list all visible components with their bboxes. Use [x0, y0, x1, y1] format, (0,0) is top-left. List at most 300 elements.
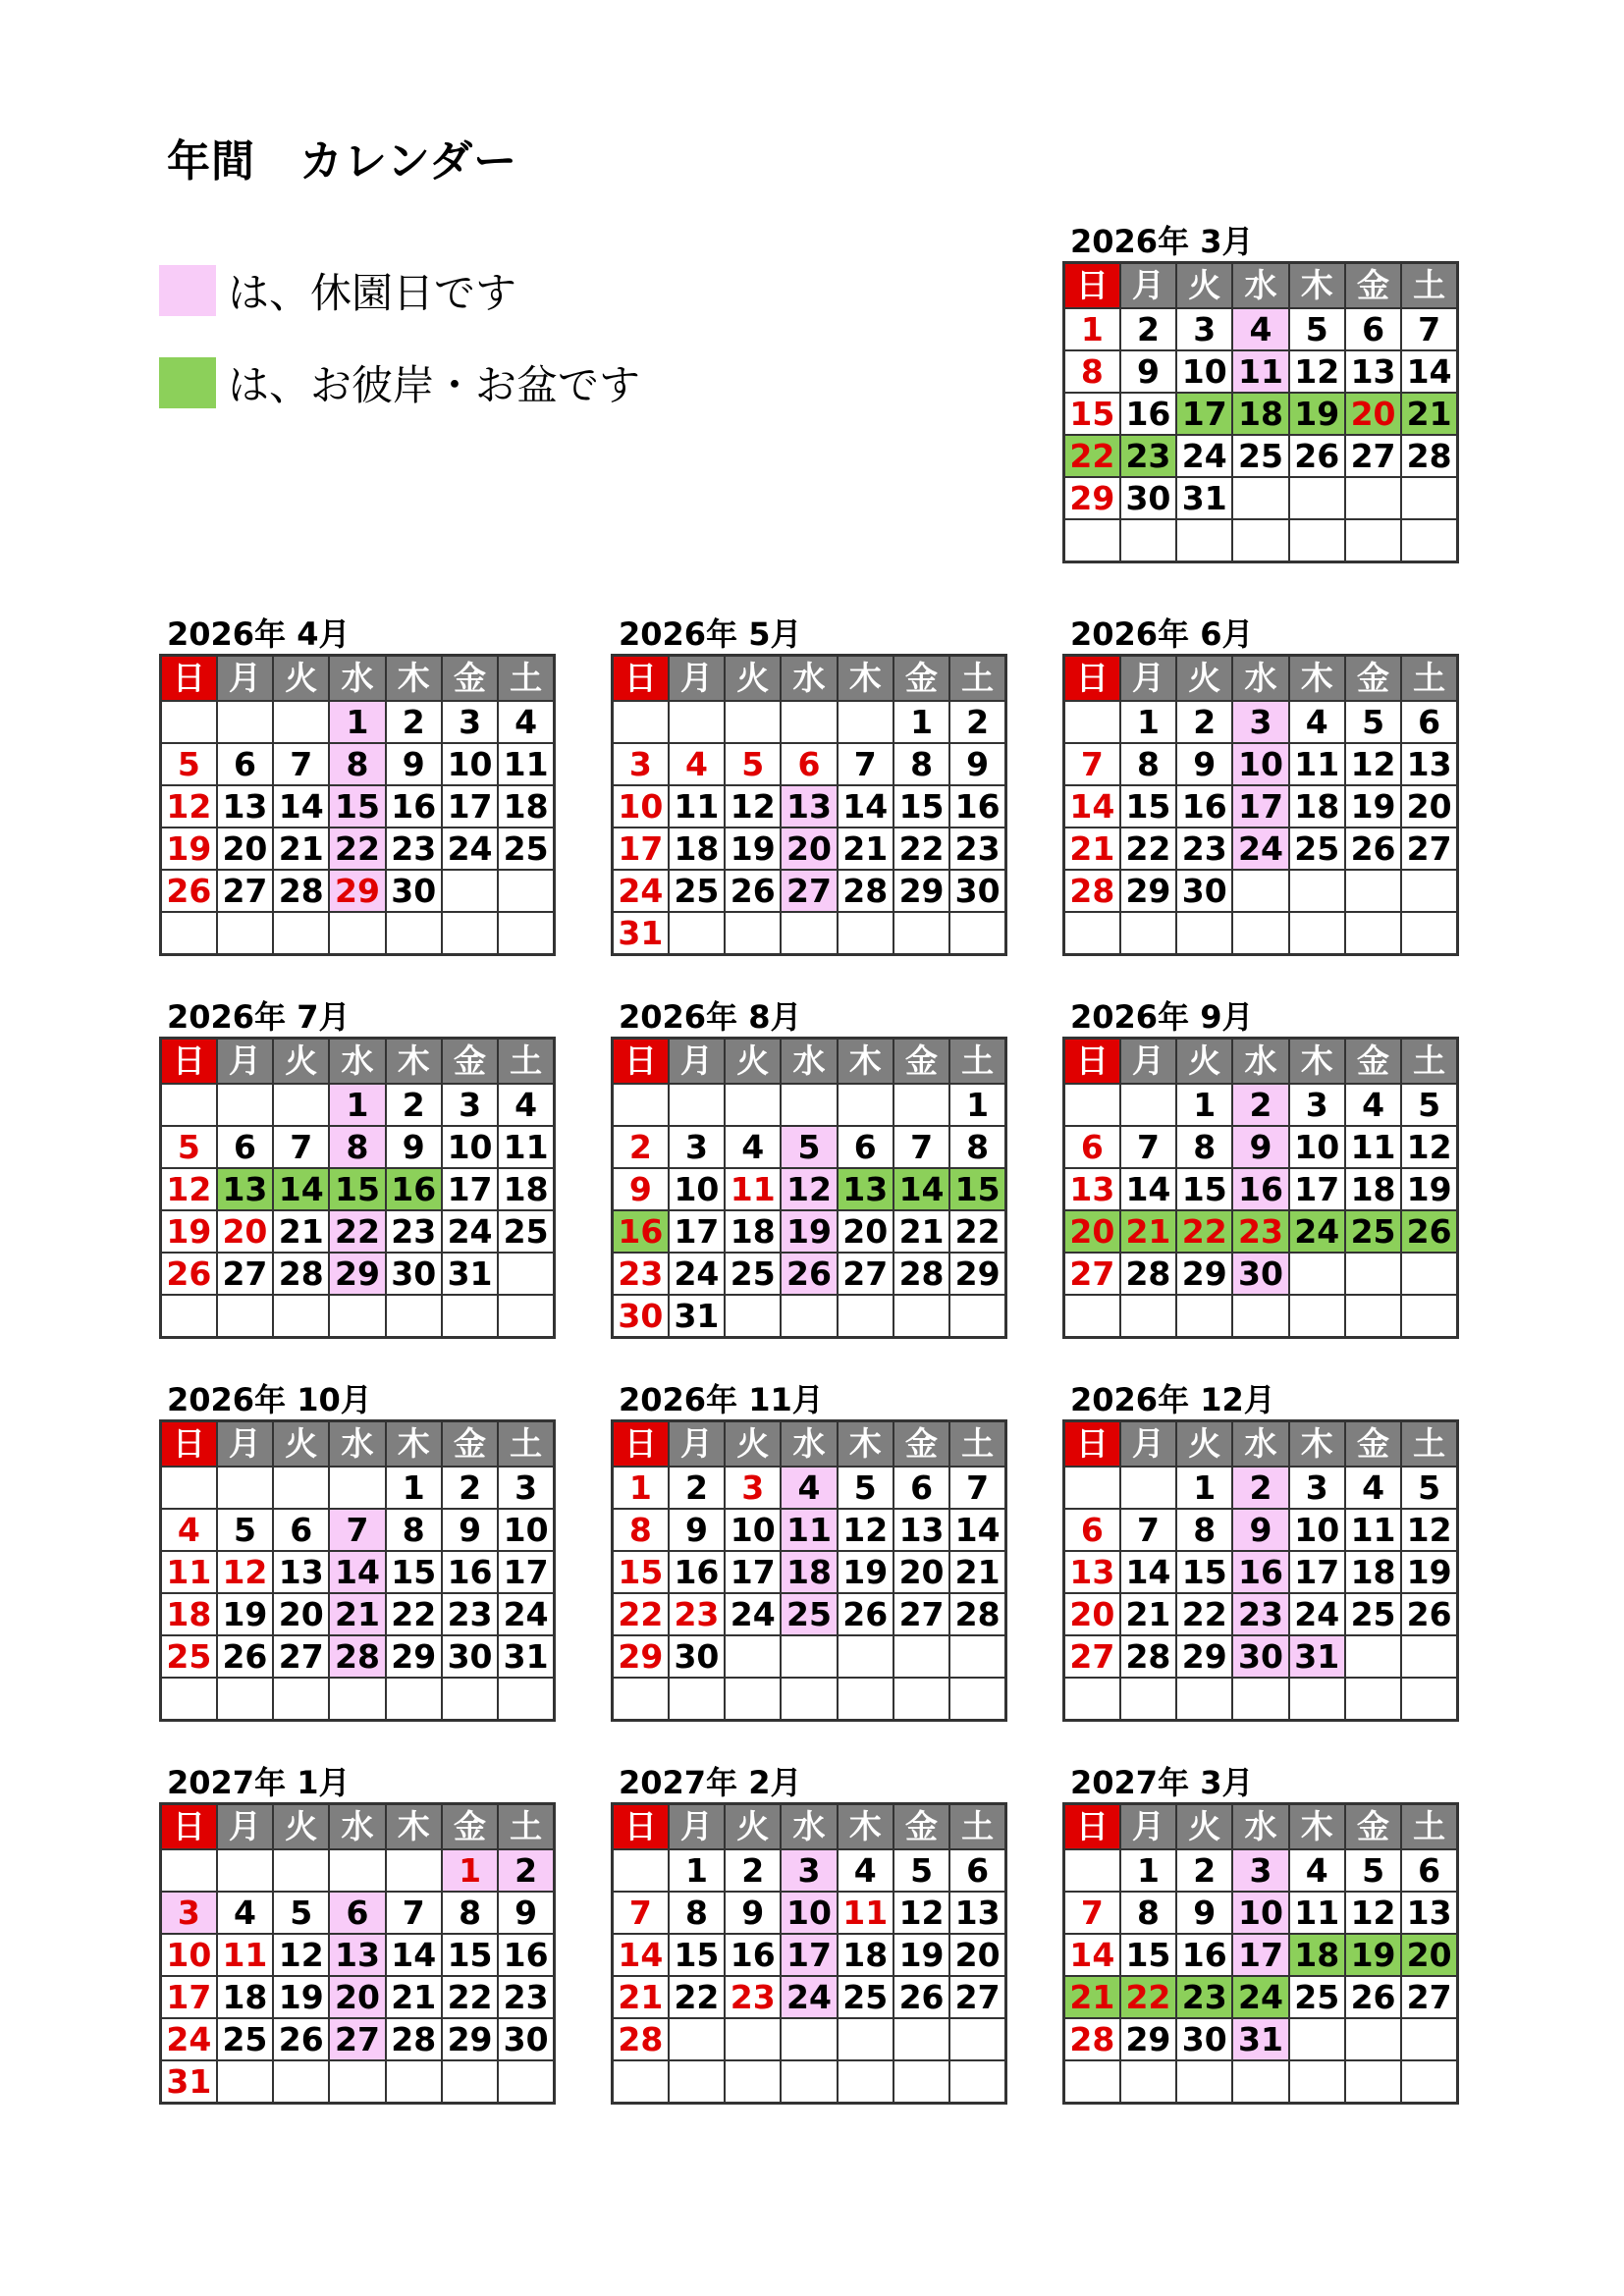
day-cell: 8 — [1176, 1509, 1232, 1551]
empty-cell — [442, 1295, 498, 1338]
day-cell: 14 — [613, 1934, 669, 1976]
day-cell: 17 — [725, 1551, 781, 1593]
day-cell: 9 — [1176, 1892, 1232, 1934]
week-row — [613, 1635, 1006, 1678]
week-row — [1064, 1892, 1458, 1934]
day-cell: 31 — [1289, 1635, 1345, 1678]
empty-cell — [161, 912, 217, 955]
empty-cell — [273, 1295, 329, 1338]
day-cell: 8 — [386, 1509, 442, 1551]
day-cell: 25 — [669, 870, 725, 912]
day-cell: 29 — [329, 1253, 385, 1295]
day-cell: 13 — [217, 785, 273, 828]
day-cell: 21 — [1120, 1210, 1176, 1253]
empty-cell — [1401, 2060, 1457, 2104]
week-row — [1064, 1551, 1458, 1593]
month-table — [159, 1802, 556, 2105]
empty-cell — [273, 912, 329, 955]
weekday-header: 日 — [613, 1039, 669, 1085]
day-cell: 22 — [1176, 1593, 1232, 1635]
weekday-header: 木 — [838, 1421, 893, 1468]
day-cell: 23 — [613, 1253, 669, 1295]
week-row — [613, 743, 1006, 785]
day-cell: 29 — [442, 2018, 498, 2060]
day-cell: 3 — [1289, 1467, 1345, 1509]
weekday-header: 金 — [442, 1039, 498, 1085]
weekday-header: 木 — [1289, 656, 1345, 702]
day-cell: 6 — [893, 1467, 949, 1509]
month-table — [1062, 1037, 1459, 1339]
day-cell: 31 — [498, 1635, 554, 1678]
weekday-header: 土 — [1401, 263, 1457, 309]
weekday-header-row — [161, 1039, 555, 1085]
day-cell: 10 — [725, 1509, 781, 1551]
month-title: 2026年 7月 — [167, 998, 351, 1036]
month-calendar — [611, 997, 1007, 1339]
day-cell: 23 — [498, 1976, 554, 2018]
empty-cell — [781, 1635, 837, 1678]
empty-cell — [329, 1849, 385, 1892]
day-cell: 18 — [1345, 1168, 1401, 1210]
weekday-header: 火 — [273, 656, 329, 702]
day-cell: 5 — [217, 1509, 273, 1551]
week-row — [613, 1892, 1006, 1934]
week-row — [613, 785, 1006, 828]
day-cell: 30 — [386, 870, 442, 912]
day-cell: 27 — [949, 1976, 1005, 2018]
day-cell: 31 — [613, 912, 669, 955]
day-cell: 30 — [1232, 1635, 1288, 1678]
day-cell: 25 — [1345, 1210, 1401, 1253]
week-row — [1064, 701, 1458, 743]
week-row — [161, 1168, 555, 1210]
day-cell: 23 — [386, 1210, 442, 1253]
empty-cell — [1401, 477, 1457, 519]
day-cell: 15 — [613, 1551, 669, 1593]
day-cell: 13 — [949, 1892, 1005, 1934]
week-row — [161, 1467, 555, 1509]
weekday-header-row — [1064, 1039, 1458, 1085]
day-cell: 16 — [949, 785, 1005, 828]
day-cell: 1 — [442, 1849, 498, 1892]
day-cell: 1 — [613, 1467, 669, 1509]
weekday-header: 火 — [725, 1421, 781, 1468]
day-cell: 4 — [1232, 308, 1288, 350]
day-cell: 12 — [217, 1551, 273, 1593]
weekday-header: 月 — [1120, 263, 1176, 309]
day-cell: 4 — [838, 1849, 893, 1892]
month-title: 2026年 9月 — [1070, 998, 1254, 1036]
day-cell: 29 — [386, 1635, 442, 1678]
empty-cell — [1289, 870, 1345, 912]
day-cell: 12 — [273, 1934, 329, 1976]
empty-cell — [1064, 1295, 1120, 1338]
week-row — [1064, 1084, 1458, 1126]
empty-cell — [1345, 1635, 1401, 1678]
day-cell: 1 — [329, 701, 385, 743]
day-cell: 9 — [1232, 1126, 1288, 1168]
day-cell: 7 — [1120, 1509, 1176, 1551]
day-cell: 18 — [838, 1934, 893, 1976]
day-cell: 22 — [1176, 1210, 1232, 1253]
day-cell: 3 — [613, 743, 669, 785]
day-cell: 16 — [498, 1934, 554, 1976]
day-cell: 20 — [329, 1976, 385, 2018]
day-cell: 15 — [1176, 1168, 1232, 1210]
day-cell: 13 — [893, 1509, 949, 1551]
day-cell: 19 — [1401, 1551, 1457, 1593]
day-cell: 6 — [217, 1126, 273, 1168]
empty-cell — [613, 2060, 669, 2104]
day-cell: 17 — [1232, 1934, 1288, 1976]
empty-cell — [949, 1635, 1005, 1678]
day-cell: 4 — [498, 701, 554, 743]
day-cell: 3 — [1289, 1084, 1345, 1126]
day-cell: 7 — [386, 1892, 442, 1934]
weekday-header: 水 — [1232, 656, 1288, 702]
empty-cell — [893, 2060, 949, 2104]
day-cell: 12 — [893, 1892, 949, 1934]
day-cell: 28 — [1120, 1253, 1176, 1295]
day-cell: 5 — [838, 1467, 893, 1509]
empty-cell — [329, 2060, 385, 2104]
week-row — [161, 828, 555, 870]
day-cell: 7 — [1120, 1126, 1176, 1168]
weekday-header: 金 — [1345, 656, 1401, 702]
week-row — [613, 1295, 1006, 1338]
day-cell: 9 — [613, 1168, 669, 1210]
weekday-header-row — [161, 656, 555, 702]
day-cell: 17 — [1289, 1551, 1345, 1593]
weekday-header: 木 — [1289, 263, 1345, 309]
day-cell: 3 — [161, 1892, 217, 1934]
empty-cell — [781, 2060, 837, 2104]
day-cell: 8 — [329, 743, 385, 785]
day-cell: 15 — [893, 785, 949, 828]
empty-cell — [273, 1678, 329, 1721]
day-cell: 4 — [669, 743, 725, 785]
day-cell: 21 — [1064, 1976, 1120, 2018]
day-cell: 27 — [893, 1593, 949, 1635]
day-cell: 20 — [217, 828, 273, 870]
day-cell: 19 — [161, 1210, 217, 1253]
day-cell: 27 — [273, 1635, 329, 1678]
week-row — [1064, 1210, 1458, 1253]
day-cell: 29 — [1176, 1253, 1232, 1295]
week-row — [613, 1084, 1006, 1126]
empty-cell — [217, 1678, 273, 1721]
day-cell: 11 — [838, 1892, 893, 1934]
month-calendar — [611, 1380, 1007, 1722]
weekday-header-row — [1064, 656, 1458, 702]
week-row — [1064, 308, 1458, 350]
empty-cell — [273, 1849, 329, 1892]
day-cell: 5 — [1345, 1849, 1401, 1892]
day-cell: 2 — [386, 1084, 442, 1126]
empty-cell — [498, 912, 554, 955]
day-cell: 28 — [1120, 1635, 1176, 1678]
weekday-header: 水 — [781, 656, 837, 702]
empty-cell — [442, 870, 498, 912]
empty-cell — [1120, 1467, 1176, 1509]
month-calendar — [159, 997, 556, 1339]
day-cell: 21 — [273, 828, 329, 870]
empty-cell — [1401, 1295, 1457, 1338]
day-cell: 4 — [1289, 1849, 1345, 1892]
day-cell: 31 — [669, 1295, 725, 1338]
weekday-header: 木 — [1289, 1804, 1345, 1850]
weekday-header: 土 — [1401, 1421, 1457, 1468]
day-cell: 8 — [1120, 1892, 1176, 1934]
weekday-header: 土 — [949, 1039, 1005, 1085]
day-cell: 5 — [1289, 308, 1345, 350]
day-cell: 21 — [949, 1551, 1005, 1593]
day-cell: 26 — [1345, 1976, 1401, 2018]
weekday-header: 水 — [781, 1804, 837, 1850]
week-row — [613, 912, 1006, 955]
week-row — [1064, 2018, 1458, 2060]
day-cell: 29 — [1120, 870, 1176, 912]
day-cell: 5 — [1401, 1084, 1457, 1126]
empty-cell — [1176, 1295, 1232, 1338]
day-cell: 11 — [1289, 1892, 1345, 1934]
day-cell: 1 — [386, 1467, 442, 1509]
day-cell: 15 — [386, 1551, 442, 1593]
day-cell: 29 — [613, 1635, 669, 1678]
weekday-header: 水 — [781, 1039, 837, 1085]
empty-cell — [1289, 1295, 1345, 1338]
day-cell: 20 — [1401, 785, 1457, 828]
weekday-header: 木 — [838, 1804, 893, 1850]
day-cell: 12 — [1401, 1509, 1457, 1551]
month-title: 2027年 1月 — [167, 1764, 351, 1801]
month-table — [1062, 261, 1459, 563]
day-cell: 22 — [613, 1593, 669, 1635]
empty-cell — [1401, 1635, 1457, 1678]
week-row — [161, 1295, 555, 1338]
empty-cell — [1345, 2018, 1401, 2060]
empty-cell — [893, 1635, 949, 1678]
month-title: 2026年 4月 — [167, 615, 351, 653]
day-cell: 10 — [498, 1509, 554, 1551]
weekday-header: 木 — [386, 1421, 442, 1468]
day-cell: 29 — [893, 870, 949, 912]
empty-cell — [949, 2018, 1005, 2060]
day-cell: 15 — [442, 1934, 498, 1976]
month-title: 2027年 2月 — [619, 1764, 802, 1801]
day-cell: 25 — [498, 1210, 554, 1253]
day-cell: 21 — [273, 1210, 329, 1253]
day-cell: 23 — [386, 828, 442, 870]
day-cell: 6 — [949, 1849, 1005, 1892]
weekday-header: 木 — [1289, 1039, 1345, 1085]
day-cell: 20 — [949, 1934, 1005, 1976]
day-cell: 5 — [725, 743, 781, 785]
empty-cell — [217, 701, 273, 743]
week-row — [161, 912, 555, 955]
month-title: 2026年 10月 — [167, 1381, 372, 1418]
week-row — [161, 1126, 555, 1168]
day-cell: 21 — [1064, 828, 1120, 870]
empty-cell — [1289, 912, 1345, 955]
day-cell: 15 — [1120, 1934, 1176, 1976]
day-cell: 27 — [1401, 828, 1457, 870]
day-cell: 18 — [1232, 393, 1288, 435]
empty-cell — [1289, 1678, 1345, 1721]
weekday-header: 水 — [329, 656, 385, 702]
day-cell: 9 — [442, 1509, 498, 1551]
weekday-header: 月 — [669, 1421, 725, 1468]
week-row — [613, 828, 1006, 870]
day-cell: 25 — [498, 828, 554, 870]
empty-cell — [442, 1678, 498, 1721]
day-cell: 10 — [1232, 1892, 1288, 1934]
day-cell: 1 — [1064, 308, 1120, 350]
day-cell: 21 — [838, 828, 893, 870]
week-row — [613, 701, 1006, 743]
weekday-header: 火 — [1176, 263, 1232, 309]
weekday-header: 水 — [1232, 1039, 1288, 1085]
day-cell: 11 — [498, 743, 554, 785]
empty-cell — [893, 912, 949, 955]
empty-cell — [1064, 1467, 1120, 1509]
day-cell: 24 — [1232, 1976, 1288, 2018]
day-cell: 25 — [1345, 1593, 1401, 1635]
day-cell: 2 — [949, 701, 1005, 743]
day-cell: 11 — [669, 785, 725, 828]
day-cell: 8 — [893, 743, 949, 785]
empty-cell — [781, 1678, 837, 1721]
day-cell: 9 — [1120, 350, 1176, 393]
week-row — [161, 1678, 555, 1721]
day-cell: 16 — [669, 1551, 725, 1593]
empty-cell — [838, 2018, 893, 2060]
month-calendar — [1062, 222, 1459, 563]
month-calendar — [1062, 997, 1459, 1339]
day-cell: 30 — [1176, 2018, 1232, 2060]
weekday-header: 金 — [442, 1804, 498, 1850]
day-cell: 3 — [669, 1126, 725, 1168]
day-cell: 5 — [1345, 701, 1401, 743]
week-row — [613, 1253, 1006, 1295]
day-cell: 14 — [273, 785, 329, 828]
day-cell: 20 — [1064, 1593, 1120, 1635]
day-cell: 18 — [669, 828, 725, 870]
day-cell: 12 — [781, 1168, 837, 1210]
day-cell: 14 — [1120, 1168, 1176, 1210]
weekday-header: 月 — [1120, 656, 1176, 702]
empty-cell — [386, 1849, 442, 1892]
day-cell: 8 — [1120, 743, 1176, 785]
day-cell: 31 — [1232, 2018, 1288, 2060]
day-cell: 14 — [838, 785, 893, 828]
day-cell: 12 — [161, 1168, 217, 1210]
weekday-header: 金 — [893, 1421, 949, 1468]
month-calendar — [159, 1763, 556, 2105]
day-cell: 7 — [1064, 743, 1120, 785]
week-row — [613, 1934, 1006, 1976]
day-cell: 6 — [1401, 1849, 1457, 1892]
day-cell: 26 — [161, 1253, 217, 1295]
week-row — [1064, 1849, 1458, 1892]
day-cell: 30 — [669, 1635, 725, 1678]
day-cell: 20 — [273, 1593, 329, 1635]
week-row — [1064, 350, 1458, 393]
day-cell: 3 — [498, 1467, 554, 1509]
day-cell: 16 — [1176, 785, 1232, 828]
week-row — [1064, 1126, 1458, 1168]
day-cell: 8 — [1176, 1126, 1232, 1168]
weekday-header: 金 — [1345, 1804, 1401, 1850]
week-row — [161, 1849, 555, 1892]
day-cell: 30 — [442, 1635, 498, 1678]
day-cell: 8 — [949, 1126, 1005, 1168]
day-cell: 26 — [217, 1635, 273, 1678]
day-cell: 9 — [386, 1126, 442, 1168]
day-cell: 24 — [498, 1593, 554, 1635]
day-cell: 26 — [725, 870, 781, 912]
week-row — [161, 1210, 555, 1253]
week-row — [161, 1253, 555, 1295]
day-cell: 17 — [669, 1210, 725, 1253]
weekday-header: 土 — [1401, 1804, 1457, 1850]
day-cell: 9 — [386, 743, 442, 785]
empty-cell — [1176, 1678, 1232, 1721]
day-cell: 10 — [613, 785, 669, 828]
empty-cell — [498, 2060, 554, 2104]
day-cell: 5 — [273, 1892, 329, 1934]
empty-cell — [725, 1635, 781, 1678]
empty-cell — [838, 912, 893, 955]
week-row — [161, 1551, 555, 1593]
empty-cell — [725, 2060, 781, 2104]
day-cell: 13 — [838, 1168, 893, 1210]
day-cell: 19 — [1345, 785, 1401, 828]
day-cell: 1 — [1120, 1849, 1176, 1892]
weekday-header: 金 — [893, 1039, 949, 1085]
day-cell: 19 — [1401, 1168, 1457, 1210]
day-cell: 9 — [1232, 1509, 1288, 1551]
day-cell: 28 — [1064, 870, 1120, 912]
weekday-header: 日 — [613, 656, 669, 702]
day-cell: 14 — [329, 1551, 385, 1593]
day-cell: 23 — [949, 828, 1005, 870]
day-cell: 6 — [217, 743, 273, 785]
empty-cell — [949, 1295, 1005, 1338]
weekday-header: 火 — [725, 1039, 781, 1085]
weekday-header: 土 — [498, 656, 554, 702]
empty-cell — [838, 2060, 893, 2104]
day-cell: 26 — [1345, 828, 1401, 870]
day-cell: 15 — [1120, 785, 1176, 828]
weekday-header: 木 — [838, 1039, 893, 1085]
day-cell: 20 — [781, 828, 837, 870]
day-cell: 30 — [949, 870, 1005, 912]
day-cell: 16 — [1120, 393, 1176, 435]
day-cell: 25 — [217, 2018, 273, 2060]
weekday-header: 月 — [217, 1804, 273, 1850]
day-cell: 22 — [893, 828, 949, 870]
day-cell: 7 — [1064, 1892, 1120, 1934]
day-cell: 3 — [1232, 1849, 1288, 1892]
empty-cell — [838, 1635, 893, 1678]
day-cell: 5 — [893, 1849, 949, 1892]
day-cell: 25 — [838, 1976, 893, 2018]
day-cell: 4 — [725, 1126, 781, 1168]
weekday-header: 月 — [669, 656, 725, 702]
weekday-header: 月 — [1120, 1421, 1176, 1468]
week-row — [1064, 1295, 1458, 1338]
